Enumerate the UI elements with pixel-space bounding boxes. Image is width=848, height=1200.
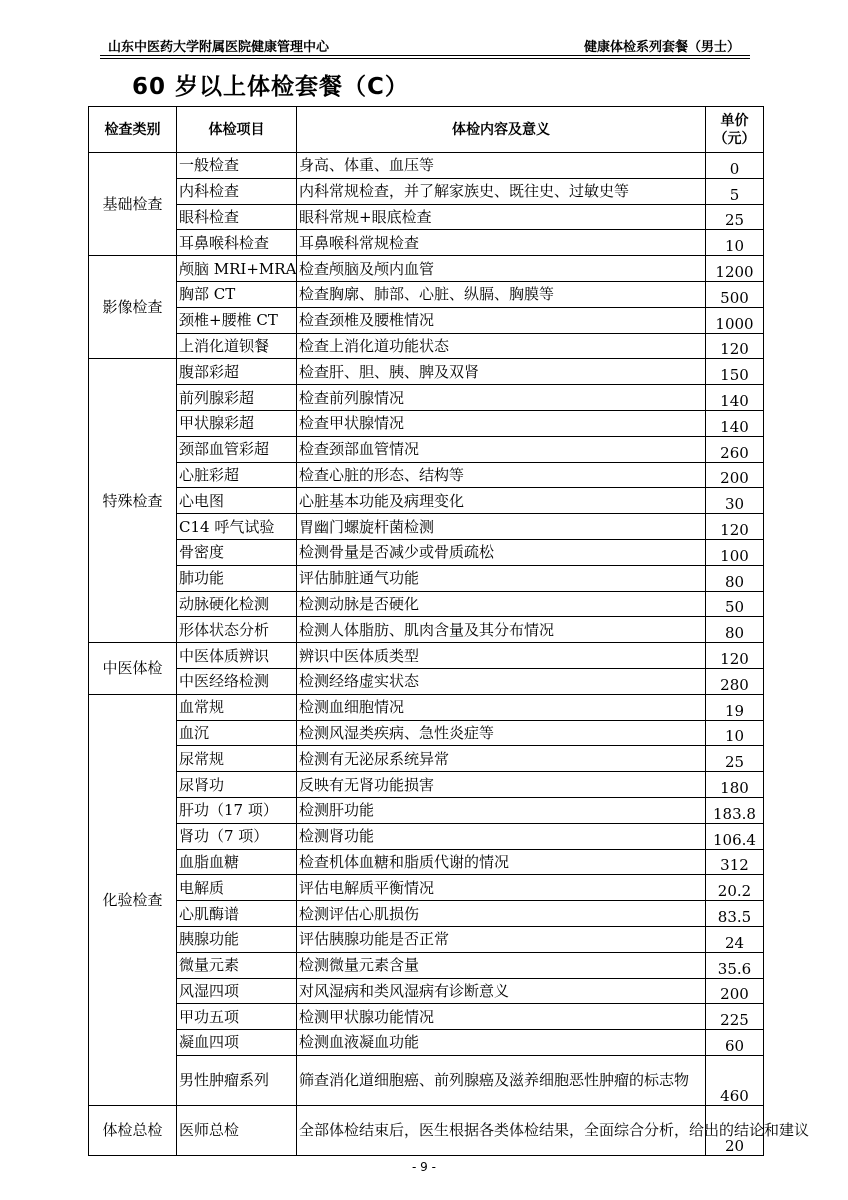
price-cell: 80 [706, 617, 764, 643]
price-cell: 200 [706, 978, 764, 1004]
table-row [89, 488, 764, 514]
content-cell: 胃幽门螺旋杆菌检测 [297, 514, 706, 540]
price-cell: 5 [706, 178, 764, 204]
item-cell: 胸部 CT [177, 281, 297, 307]
item-cell: 肺功能 [177, 565, 297, 591]
category-cell: 中医体检 [89, 643, 177, 695]
table-row [89, 178, 764, 204]
item-cell: 动脉硬化检测 [177, 591, 297, 617]
table-row [89, 410, 764, 436]
table-row [89, 281, 764, 307]
price-cell: 10 [706, 720, 764, 746]
table-row [89, 746, 764, 772]
table-row [89, 385, 764, 411]
table-row [89, 797, 764, 823]
running-header [100, 36, 746, 54]
content-cell: 检查心脏的形态、结构等 [297, 462, 706, 488]
price-cell: 183.8 [706, 797, 764, 823]
price-cell: 260 [706, 436, 764, 462]
price-cell: 10 [706, 230, 764, 256]
table-row [89, 565, 764, 591]
table-row [89, 1030, 764, 1056]
item-cell: 肝功（17 项） [177, 797, 297, 823]
table-row [89, 875, 764, 901]
price-cell: 20.2 [706, 875, 764, 901]
page-number: - 9 - [412, 1160, 436, 1174]
table-row [89, 823, 764, 849]
content-cell: 身高、体重、血压等 [297, 153, 706, 179]
table-row [89, 1105, 764, 1155]
content-cell: 检查机体血糖和脂质代谢的情况 [297, 849, 706, 875]
content-cell: 评估胰腺功能是否正常 [297, 926, 706, 952]
content-cell: 检查上消化道功能状态 [297, 333, 706, 359]
price-cell: 460 [706, 1055, 764, 1105]
content-cell: 内科常规检查，并了解家族史、既往史、过敏史等 [297, 178, 706, 204]
content-cell: 检查颅脑及颅内血管 [297, 256, 706, 282]
table-row [89, 307, 764, 333]
price-cell: 80 [706, 565, 764, 591]
price-cell: 25 [706, 204, 764, 230]
item-cell: 甲状腺彩超 [177, 410, 297, 436]
content-cell: 检测人体脂肪、肌肉含量及其分布情况 [297, 617, 706, 643]
item-cell: 形体状态分析 [177, 617, 297, 643]
price-cell: 0 [706, 153, 764, 179]
content-cell: 筛查消化道细胞癌、前列腺癌及滋养细胞恶性肿瘤的标志物 [297, 1055, 706, 1105]
content-cell: 检测风湿类疾病、急性炎症等 [297, 720, 706, 746]
item-cell: 凝血四项 [177, 1030, 297, 1056]
content-cell: 检测血细胞情况 [297, 694, 706, 720]
table-row [89, 539, 764, 565]
price-cell: 120 [706, 333, 764, 359]
item-cell: 中医体质辨识 [177, 643, 297, 669]
price-cell: 1200 [706, 256, 764, 282]
table-header-row [89, 107, 764, 153]
item-cell: 风湿四项 [177, 978, 297, 1004]
table-row [89, 694, 764, 720]
table-row [89, 643, 764, 669]
price-cell: 120 [706, 643, 764, 669]
table-row [89, 1055, 764, 1105]
col-header-price [706, 107, 764, 153]
content-cell: 检查肝、胆、胰、脾及双肾 [297, 359, 706, 385]
content-cell: 全部体检结束后，医生根据各类体检结果，全面综合分析，给出的结论和建议 [297, 1105, 706, 1155]
price-cell: 140 [706, 410, 764, 436]
table-row [89, 720, 764, 746]
item-cell: 医师总检 [177, 1105, 297, 1155]
content-cell: 检查胸廓、肺部、心脏、纵膈、胸膜等 [297, 281, 706, 307]
table-row [89, 514, 764, 540]
table-row [89, 256, 764, 282]
item-cell: 胰腺功能 [177, 926, 297, 952]
content-cell: 检测血液凝血功能 [297, 1030, 706, 1056]
table-row [89, 617, 764, 643]
header-series-name: 健康体检系列套餐（男士） [583, 40, 740, 55]
table-row [89, 462, 764, 488]
item-cell: 中医经络检测 [177, 668, 297, 694]
category-cell: 化验检查 [89, 694, 177, 1105]
table-row [89, 668, 764, 694]
item-cell: C14 呼气试验 [177, 514, 297, 540]
content-cell: 检查前列腺情况 [297, 385, 706, 411]
price-cell: 280 [706, 668, 764, 694]
price-cell: 225 [706, 1004, 764, 1030]
table-row [89, 591, 764, 617]
content-cell: 检查甲状腺情况 [297, 410, 706, 436]
item-cell: 男性肿瘤系列 [177, 1055, 297, 1105]
content-cell: 对风湿病和类风湿病有诊断意义 [297, 978, 706, 1004]
category-cell: 基础检查 [89, 153, 177, 256]
item-cell: 骨密度 [177, 539, 297, 565]
item-cell: 电解质 [177, 875, 297, 901]
content-cell: 检测动脉是否硬化 [297, 591, 706, 617]
content-cell: 耳鼻喉科常规检查 [297, 230, 706, 256]
content-cell: 检测甲状腺功能情况 [297, 1004, 706, 1030]
item-cell: 腹部彩超 [177, 359, 297, 385]
table-row [89, 978, 764, 1004]
content-cell: 检查颈椎及腰椎情况 [297, 307, 706, 333]
price-cell: 1000 [706, 307, 764, 333]
item-cell: 一般检查 [177, 153, 297, 179]
item-cell: 耳鼻喉科检查 [177, 230, 297, 256]
item-cell: 内科检查 [177, 178, 297, 204]
item-cell: 尿常规 [177, 746, 297, 772]
col-header-category: 检查类别 [89, 107, 177, 153]
page-title: 60 岁以上体检套餐（C） [132, 74, 409, 100]
table-row [89, 153, 764, 179]
header-rule-double [100, 58, 750, 59]
item-cell: 尿肾功 [177, 772, 297, 798]
price-cell: 24 [706, 926, 764, 952]
item-cell: 心脏彩超 [177, 462, 297, 488]
item-cell: 心肌酶谱 [177, 901, 297, 927]
price-cell: 200 [706, 462, 764, 488]
price-cell: 120 [706, 514, 764, 540]
content-cell: 检测评估心肌损伤 [297, 901, 706, 927]
item-cell: 前列腺彩超 [177, 385, 297, 411]
category-cell: 体检总检 [89, 1105, 177, 1155]
table-row [89, 436, 764, 462]
price-cell: 25 [706, 746, 764, 772]
content-cell: 眼科常规+眼底检查 [297, 204, 706, 230]
content-cell: 检查颈部血管情况 [297, 436, 706, 462]
price-cell: 100 [706, 539, 764, 565]
content-cell: 心脏基本功能及病理变化 [297, 488, 706, 514]
content-cell: 检测肾功能 [297, 823, 706, 849]
table-row [89, 901, 764, 927]
table-body [89, 153, 810, 1156]
content-cell: 辨识中医体质类型 [297, 643, 706, 669]
category-cell: 特殊检查 [89, 359, 177, 643]
item-cell: 甲功五项 [177, 1004, 297, 1030]
item-cell: 上消化道钡餐 [177, 333, 297, 359]
header-rule [100, 55, 750, 56]
item-cell: 血常规 [177, 694, 297, 720]
table-row [89, 849, 764, 875]
item-cell: 颅脑 MRI+MRA [177, 256, 297, 282]
content-cell: 检测骨量是否减少或骨质疏松 [297, 539, 706, 565]
item-cell: 眼科检查 [177, 204, 297, 230]
price-cell: 500 [706, 281, 764, 307]
table-row [89, 952, 764, 978]
price-cell: 19 [706, 694, 764, 720]
price-cell: 20 [706, 1105, 764, 1155]
price-cell: 150 [706, 359, 764, 385]
item-cell: 心电图 [177, 488, 297, 514]
table-row [89, 1004, 764, 1030]
header-hospital-name: 山东中医药大学附属医院健康管理中心 [108, 40, 330, 55]
item-cell: 颈椎+腰椎 CT [177, 307, 297, 333]
price-cell: 35.6 [706, 952, 764, 978]
category-cell: 影像检查 [89, 256, 177, 359]
price-cell: 60 [706, 1030, 764, 1056]
content-cell: 检测微量元素含量 [297, 952, 706, 978]
col-header-item: 体检项目 [177, 107, 297, 153]
price-cell: 50 [706, 591, 764, 617]
price-cell: 312 [706, 849, 764, 875]
table-row [89, 230, 764, 256]
content-cell: 检测有无泌尿系统异常 [297, 746, 706, 772]
price-cell: 83.5 [706, 901, 764, 927]
table-row [89, 359, 764, 385]
price-cell: 180 [706, 772, 764, 798]
table-row [89, 204, 764, 230]
price-cell: 106.4 [706, 823, 764, 849]
package-table [88, 106, 810, 1156]
col-header-price-text: 单价（元） [713, 112, 756, 147]
item-cell: 肾功（7 项） [177, 823, 297, 849]
table-row [89, 926, 764, 952]
table-row [89, 333, 764, 359]
content-cell: 检测经络虚实状态 [297, 668, 706, 694]
item-cell: 微量元素 [177, 952, 297, 978]
table-row [89, 772, 764, 798]
item-cell: 血脂血糖 [177, 849, 297, 875]
col-header-content: 体检内容及意义 [297, 107, 706, 153]
item-cell: 血沉 [177, 720, 297, 746]
content-cell: 检测肝功能 [297, 797, 706, 823]
content-cell: 反映有无肾功能损害 [297, 772, 706, 798]
content-cell: 评估肺脏通气功能 [297, 565, 706, 591]
price-cell: 30 [706, 488, 764, 514]
item-cell: 颈部血管彩超 [177, 436, 297, 462]
content-cell: 评估电解质平衡情况 [297, 875, 706, 901]
price-cell: 140 [706, 385, 764, 411]
